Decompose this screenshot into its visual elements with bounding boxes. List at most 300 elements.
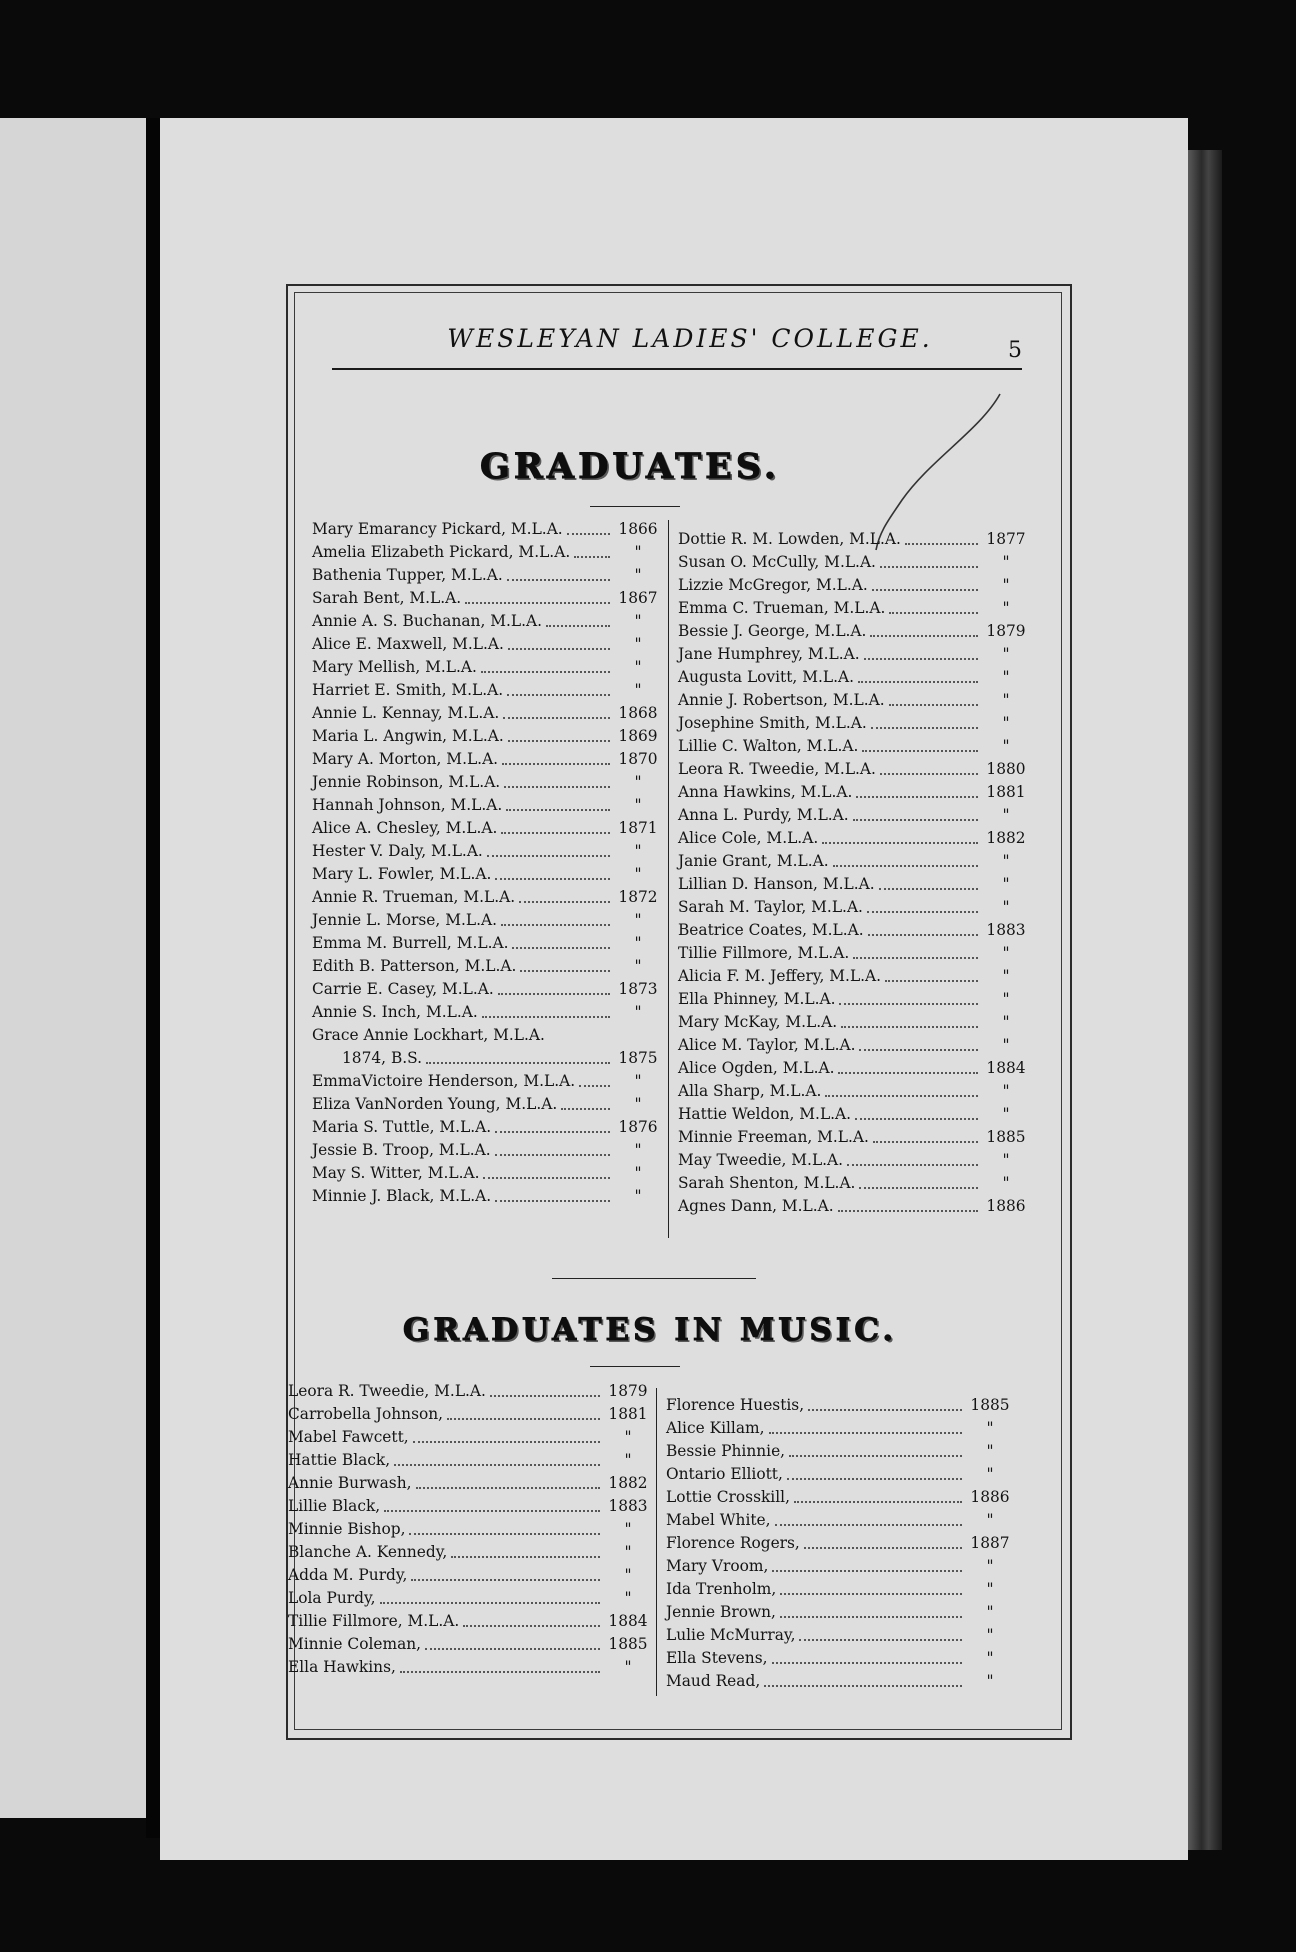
graduation-year: " (986, 1511, 994, 1529)
dot-leader (561, 1108, 610, 1110)
graduate-entry (666, 1394, 1014, 1417)
music-left-column (288, 1380, 652, 1679)
graduation-year: 1867 (618, 589, 658, 607)
graduate-entry (312, 725, 662, 748)
graduation-year: " (1002, 1151, 1010, 1169)
dot-leader (859, 1187, 978, 1189)
graduate-entry (666, 1463, 1014, 1486)
graduation-year: " (1002, 714, 1010, 732)
graduate-entry (312, 1001, 662, 1024)
graduate-entry (312, 771, 662, 794)
graduate-entry (678, 873, 1030, 896)
dot-leader (855, 1118, 978, 1120)
dot-leader (862, 750, 978, 752)
dot-leader (833, 865, 978, 867)
graduation-year: " (624, 1589, 632, 1607)
graduate-name: Jane Humphrey, M.L.A. (678, 645, 860, 663)
graduation-year: 1869 (618, 727, 658, 745)
graduation-year: 1881 (608, 1405, 648, 1423)
graduate-name: Alice Cole, M.L.A. (678, 829, 819, 847)
dot-leader (504, 786, 610, 788)
graduate-name: Florence Huestis, (666, 1396, 805, 1414)
graduate-entry (288, 1541, 652, 1564)
graduation-year: 1872 (618, 888, 658, 906)
dot-leader (546, 625, 610, 627)
graduation-year: " (1002, 990, 1010, 1008)
dot-leader (508, 740, 610, 742)
graduate-entry (678, 965, 1030, 988)
graduate-name: Lizzie McGregor, M.L.A. (678, 576, 868, 594)
dot-leader (520, 970, 610, 972)
graduate-name: Agnes Dann, M.L.A. (678, 1197, 834, 1215)
dot-leader (495, 1131, 610, 1133)
graduate-name: Hester V. Daly, M.L.A. (312, 842, 483, 860)
dot-leader (880, 773, 978, 775)
graduate-entry (678, 919, 1030, 942)
graduation-year: 1879 (608, 1382, 648, 1400)
graduation-year: 1887 (970, 1534, 1010, 1552)
dot-leader (447, 1418, 600, 1420)
graduation-year: 1870 (618, 750, 658, 768)
graduate-name: Annie S. Inch, M.L.A. (312, 1003, 478, 1021)
graduate-name: Ontario Elliott, (666, 1465, 783, 1483)
graduate-name: 1874, B.S. (342, 1049, 423, 1067)
graduate-entry (666, 1578, 1014, 1601)
graduation-year: " (1002, 553, 1010, 571)
graduation-year: 1881 (986, 783, 1026, 801)
graduate-name: Janie Grant, M.L.A. (678, 852, 829, 870)
graduate-name: Carrobella Johnson, (288, 1405, 444, 1423)
dot-leader (889, 704, 978, 706)
graduate-name: Leora R. Tweedie, M.L.A. (678, 760, 876, 778)
graduate-name: Sarah M. Taylor, M.L.A. (678, 898, 863, 916)
dot-leader (853, 957, 978, 959)
dot-leader (519, 901, 610, 903)
graduate-name: Mabel Fawcett, (288, 1428, 409, 1446)
graduate-entry (312, 702, 662, 725)
graduate-entry (312, 1093, 662, 1116)
dot-leader (574, 556, 610, 558)
graduate-name: Hannah Johnson, M.L.A. (312, 796, 503, 814)
graduation-year: " (634, 635, 642, 653)
graduate-name: Edith B. Patterson, M.L.A. (312, 957, 517, 975)
graduate-name: Sarah Bent, M.L.A. (312, 589, 462, 607)
graduate-entry (312, 955, 662, 978)
page-number: 5 (1008, 338, 1022, 363)
graduate-name: Susan O. McCully, M.L.A. (678, 553, 876, 571)
graduate-entry (678, 643, 1030, 666)
graduation-year: " (634, 681, 642, 699)
graduate-entry (312, 587, 662, 610)
dot-leader (409, 1533, 600, 1535)
dot-leader (426, 1062, 610, 1064)
graduate-entry (312, 518, 662, 541)
graduate-name: Hattie Black, (288, 1451, 391, 1469)
graduate-entry (312, 1139, 662, 1162)
graduate-entry (288, 1495, 652, 1518)
graduate-entry (312, 978, 662, 1001)
graduation-year: " (986, 1649, 994, 1667)
dot-leader (380, 1602, 601, 1604)
graduate-entry (678, 942, 1030, 965)
graduation-year: 1875 (618, 1049, 658, 1067)
graduate-entry (678, 896, 1030, 919)
graduate-name: Lillie C. Walton, M.L.A. (678, 737, 859, 755)
dot-leader (394, 1464, 600, 1466)
graduation-year: " (1002, 737, 1010, 755)
graduate-name: Augusta Lovitt, M.L.A. (678, 668, 854, 686)
graduate-entry (666, 1532, 1014, 1555)
dot-leader (873, 1141, 978, 1143)
graduation-year: " (1002, 599, 1010, 617)
graduation-year: " (1002, 1013, 1010, 1031)
graduation-year: " (1002, 1174, 1010, 1192)
graduation-year: " (986, 1442, 994, 1460)
graduate-name: Minnie Freeman, M.L.A. (678, 1128, 869, 1146)
graduate-entry (312, 1070, 662, 1093)
book-spine (146, 118, 160, 1838)
dot-leader (880, 566, 978, 568)
graduation-year: " (624, 1451, 632, 1469)
graduation-year: " (624, 1566, 632, 1584)
graduate-name: Emma C. Trueman, M.L.A. (678, 599, 886, 617)
graduate-name: Mary Emarancy Pickard, M.L.A. (312, 520, 563, 538)
graduation-year: " (986, 1603, 994, 1621)
graduate-name: Alla Sharp, M.L.A. (678, 1082, 822, 1100)
graduate-entry (312, 794, 662, 817)
graduate-entry (678, 1149, 1030, 1172)
graduate-name: Amelia Elizabeth Pickard, M.L.A. (312, 543, 571, 561)
graduation-year: 1873 (618, 980, 658, 998)
graduate-entry (312, 541, 662, 564)
graduate-entry (288, 1380, 652, 1403)
graduate-entry (678, 528, 1030, 551)
graduate-entry (312, 1162, 662, 1185)
graduate-entry (288, 1587, 652, 1610)
graduate-entry (678, 574, 1030, 597)
graduate-name: Eliza VanNorden Young, M.L.A. (312, 1095, 558, 1113)
graduate-entry (312, 1047, 662, 1070)
graduate-entry (312, 932, 662, 955)
dot-leader (799, 1639, 962, 1641)
dot-leader (853, 819, 978, 821)
graduation-year: 1886 (986, 1197, 1026, 1215)
graduate-name: Sarah Shenton, M.L.A. (678, 1174, 856, 1192)
graduation-year: " (1002, 967, 1010, 985)
graduate-entry (312, 863, 662, 886)
section-separator-rule (552, 1278, 756, 1279)
graduate-entry (288, 1472, 652, 1495)
dot-leader (465, 602, 610, 604)
graduation-year: " (634, 658, 642, 676)
graduation-year: " (1002, 576, 1010, 594)
graduate-name: Emma M. Burrell, M.L.A. (312, 934, 509, 952)
graduate-name: Alicia F. M. Jeffery, M.L.A. (678, 967, 882, 985)
graduate-entry (678, 758, 1030, 781)
dot-leader (512, 947, 610, 949)
graduate-entry (312, 1024, 662, 1047)
dot-leader (858, 681, 978, 683)
graduation-year: 1882 (608, 1474, 648, 1492)
graduate-entry (666, 1670, 1014, 1693)
dot-leader (384, 1510, 600, 1512)
graduate-name: Beatrice Coates, M.L.A. (678, 921, 864, 939)
graduate-name: Annie A. S. Buchanan, M.L.A. (312, 612, 543, 630)
graduate-entry (666, 1440, 1014, 1463)
graduation-year: " (634, 1141, 642, 1159)
graduate-entry (288, 1449, 652, 1472)
dot-leader (481, 671, 610, 673)
graduate-name: Maria L. Angwin, M.L.A. (312, 727, 504, 745)
graduation-year: " (1002, 645, 1010, 663)
graduation-year: 1879 (986, 622, 1026, 640)
dot-leader (495, 1154, 610, 1156)
dot-leader (487, 855, 610, 857)
dot-leader (905, 543, 978, 545)
dot-leader (508, 648, 610, 650)
graduate-name: Maud Read, (666, 1672, 761, 1690)
graduate-entry (678, 620, 1030, 643)
dot-leader (789, 1455, 962, 1457)
graduate-entry (312, 656, 662, 679)
graduate-entry (678, 735, 1030, 758)
dot-leader (416, 1487, 601, 1489)
graduation-year: " (986, 1419, 994, 1437)
graduate-entry (312, 817, 662, 840)
graduate-name: Adda M. Purdy, (288, 1566, 408, 1584)
graduation-year: " (634, 957, 642, 975)
graduation-year: 1877 (986, 530, 1026, 548)
running-head-title: WESLEYAN LADIES' COLLEGE. (447, 324, 933, 353)
page-edges (1188, 150, 1222, 1850)
graduate-name: Bathenia Tupper, M.L.A. (312, 566, 503, 584)
graduate-entry (288, 1633, 652, 1656)
graduation-year: " (634, 1095, 642, 1113)
dot-leader (498, 993, 610, 995)
graduation-year: 1883 (986, 921, 1026, 939)
graduate-entry (678, 1103, 1030, 1126)
graduation-year: " (634, 543, 642, 561)
graduate-name: Anna Hawkins, M.L.A. (678, 783, 853, 801)
graduate-name: Lottie Crosskill, (666, 1488, 790, 1506)
graduates-right-column (678, 528, 1030, 1218)
dot-leader (868, 934, 978, 936)
graduation-year: 1876 (618, 1118, 658, 1136)
graduate-name: Alice Ogden, M.L.A. (678, 1059, 835, 1077)
music-column-divider (656, 1388, 657, 1696)
graduation-year: 1884 (986, 1059, 1026, 1077)
dot-leader (871, 727, 978, 729)
dot-leader (501, 832, 610, 834)
graduate-name: Ida Trenholm, (666, 1580, 777, 1598)
graduate-name: Bessie J. George, M.L.A. (678, 622, 867, 640)
graduate-entry (666, 1647, 1014, 1670)
graduate-name: Josephine Smith, M.L.A. (678, 714, 867, 732)
graduates-column-divider (668, 520, 669, 1238)
graduation-year: 1882 (986, 829, 1026, 847)
graduate-entry (288, 1403, 652, 1426)
graduate-entry (678, 1195, 1030, 1218)
graduation-year: " (634, 842, 642, 860)
dot-leader (463, 1625, 600, 1627)
graduate-entry (678, 1080, 1030, 1103)
graduate-name: Ella Stevens, (666, 1649, 768, 1667)
graduation-year: " (624, 1520, 632, 1538)
graduation-year: " (1002, 1105, 1010, 1123)
graduation-year: " (1002, 944, 1010, 962)
graduate-name: Maria S. Tuttle, M.L.A. (312, 1118, 492, 1136)
dot-leader (870, 635, 978, 637)
graduate-entry (678, 1172, 1030, 1195)
graduate-name: Mary Mellish, M.L.A. (312, 658, 477, 676)
dot-leader (780, 1593, 962, 1595)
graduate-entry (288, 1564, 652, 1587)
graduate-entry (666, 1417, 1014, 1440)
graduate-entry (678, 712, 1030, 735)
graduate-entry (678, 1126, 1030, 1149)
dot-leader (787, 1478, 962, 1480)
dot-leader (579, 1085, 610, 1087)
dot-leader (482, 1016, 610, 1018)
graduation-year: " (634, 1072, 642, 1090)
graduate-name: Annie L. Kennay, M.L.A. (312, 704, 500, 722)
graduate-name: Leora R. Tweedie, M.L.A. (288, 1382, 486, 1400)
graduate-name: Harriet E. Smith, M.L.A. (312, 681, 504, 699)
graduate-name: Blanche A. Kennedy, (288, 1543, 448, 1561)
graduate-entry (312, 886, 662, 909)
graduate-name: Hattie Weldon, M.L.A. (678, 1105, 852, 1123)
graduate-entry (678, 1011, 1030, 1034)
dot-leader (411, 1579, 600, 1581)
graduate-name: EmmaVictoire Henderson, M.L.A. (312, 1072, 576, 1090)
dot-leader (400, 1671, 600, 1673)
graduate-name: Annie J. Robertson, M.L.A. (678, 691, 885, 709)
graduate-entry (288, 1656, 652, 1679)
graduate-name: Tillie Fillmore, M.L.A. (288, 1612, 460, 1630)
dot-leader (859, 1049, 978, 1051)
dot-leader (825, 1095, 978, 1097)
left-page-fragment (0, 118, 152, 1818)
graduate-name: Jennie Robinson, M.L.A. (312, 773, 501, 791)
graduation-year: 1885 (986, 1128, 1026, 1146)
graduation-year: " (986, 1626, 994, 1644)
dot-leader (502, 763, 610, 765)
graduate-name: Dottie R. M. Lowden, M.L.A. (678, 530, 901, 548)
graduate-name: Annie Burwash, (288, 1474, 412, 1492)
dot-leader (567, 533, 610, 535)
graduate-entry (312, 564, 662, 587)
graduate-entry (678, 666, 1030, 689)
graduate-name: May S. Witter, M.L.A. (312, 1164, 480, 1182)
dot-leader (804, 1547, 962, 1549)
dot-leader (864, 658, 978, 660)
graduation-year: 1868 (618, 704, 658, 722)
dot-leader (867, 911, 978, 913)
dot-leader (451, 1556, 600, 1558)
graduate-entry (312, 748, 662, 771)
dot-leader (501, 924, 610, 926)
graduate-entry (678, 827, 1030, 850)
dot-leader (794, 1501, 962, 1503)
graduation-year: 1886 (970, 1488, 1010, 1506)
graduation-year: " (634, 865, 642, 883)
dot-leader (503, 717, 610, 719)
dot-leader (769, 1432, 962, 1434)
dot-leader (885, 980, 978, 982)
music-heading-rule (590, 1366, 680, 1367)
graduation-year: " (1002, 852, 1010, 870)
graduate-name: Minnie Coleman, (288, 1635, 422, 1653)
graduation-year: " (986, 1580, 994, 1598)
graduate-name: Alice M. Taylor, M.L.A. (678, 1036, 856, 1054)
graduate-entry (312, 909, 662, 932)
dot-leader (425, 1648, 600, 1650)
graduation-year: " (1002, 806, 1010, 824)
graduate-entry (312, 1116, 662, 1139)
graduation-year: " (634, 612, 642, 630)
graduate-entry (666, 1601, 1014, 1624)
graduate-name: Lillian D. Hanson, M.L.A. (678, 875, 875, 893)
graduate-entry (678, 988, 1030, 1011)
graduate-entry (666, 1624, 1014, 1647)
graduation-year: " (634, 566, 642, 584)
graduation-year: " (634, 911, 642, 929)
graduation-year: " (986, 1465, 994, 1483)
graduate-entry (678, 1034, 1030, 1057)
graduate-entry (288, 1518, 652, 1541)
graduate-name: Grace Annie Lockhart, M.L.A. (312, 1026, 545, 1044)
graduate-entry (312, 840, 662, 863)
graduate-name: Lillie Black, (288, 1497, 381, 1515)
graduate-name: Lola Purdy, (288, 1589, 376, 1607)
graduates-heading: GRADUATES. (479, 446, 781, 487)
graduate-name: Mary L. Fowler, M.L.A. (312, 865, 492, 883)
graduate-entry (312, 610, 662, 633)
graduate-name: Ella Hawkins, (288, 1658, 396, 1676)
graduate-name: Alice A. Chesley, M.L.A. (312, 819, 498, 837)
graduation-year: " (1002, 1036, 1010, 1054)
graduate-name: Tillie Fillmore, M.L.A. (678, 944, 850, 962)
graduation-year: " (624, 1543, 632, 1561)
dot-leader (506, 809, 610, 811)
dot-leader (841, 1026, 978, 1028)
dot-leader (780, 1616, 962, 1618)
graduate-name: Jessie B. Troop, M.L.A. (312, 1141, 491, 1159)
dot-leader (872, 589, 978, 591)
graduate-name: Alice E. Maxwell, M.L.A. (312, 635, 504, 653)
graduate-entry (312, 679, 662, 702)
dot-leader (775, 1524, 962, 1526)
graduation-year: 1884 (608, 1612, 648, 1630)
graduation-year: " (1002, 898, 1010, 916)
dot-leader (495, 878, 610, 880)
graduation-year: " (1002, 691, 1010, 709)
graduate-name: Mary Vroom, (666, 1557, 769, 1575)
graduation-year: " (1002, 875, 1010, 893)
graduation-year: " (1002, 668, 1010, 686)
graduation-year: " (634, 1187, 642, 1205)
graduate-name: Carrie E. Casey, M.L.A. (312, 980, 494, 998)
dot-leader (772, 1662, 963, 1664)
graduate-entry (678, 850, 1030, 873)
graduate-name: Anna L. Purdy, M.L.A. (678, 806, 849, 824)
graduate-name: Mary A. Morton, M.L.A. (312, 750, 499, 768)
graduate-name: Mary McKay, M.L.A. (678, 1013, 838, 1031)
header-rule (332, 368, 1022, 370)
graduation-year: " (986, 1672, 994, 1690)
graduate-entry (312, 633, 662, 656)
graduates-heading-rule (590, 506, 680, 507)
